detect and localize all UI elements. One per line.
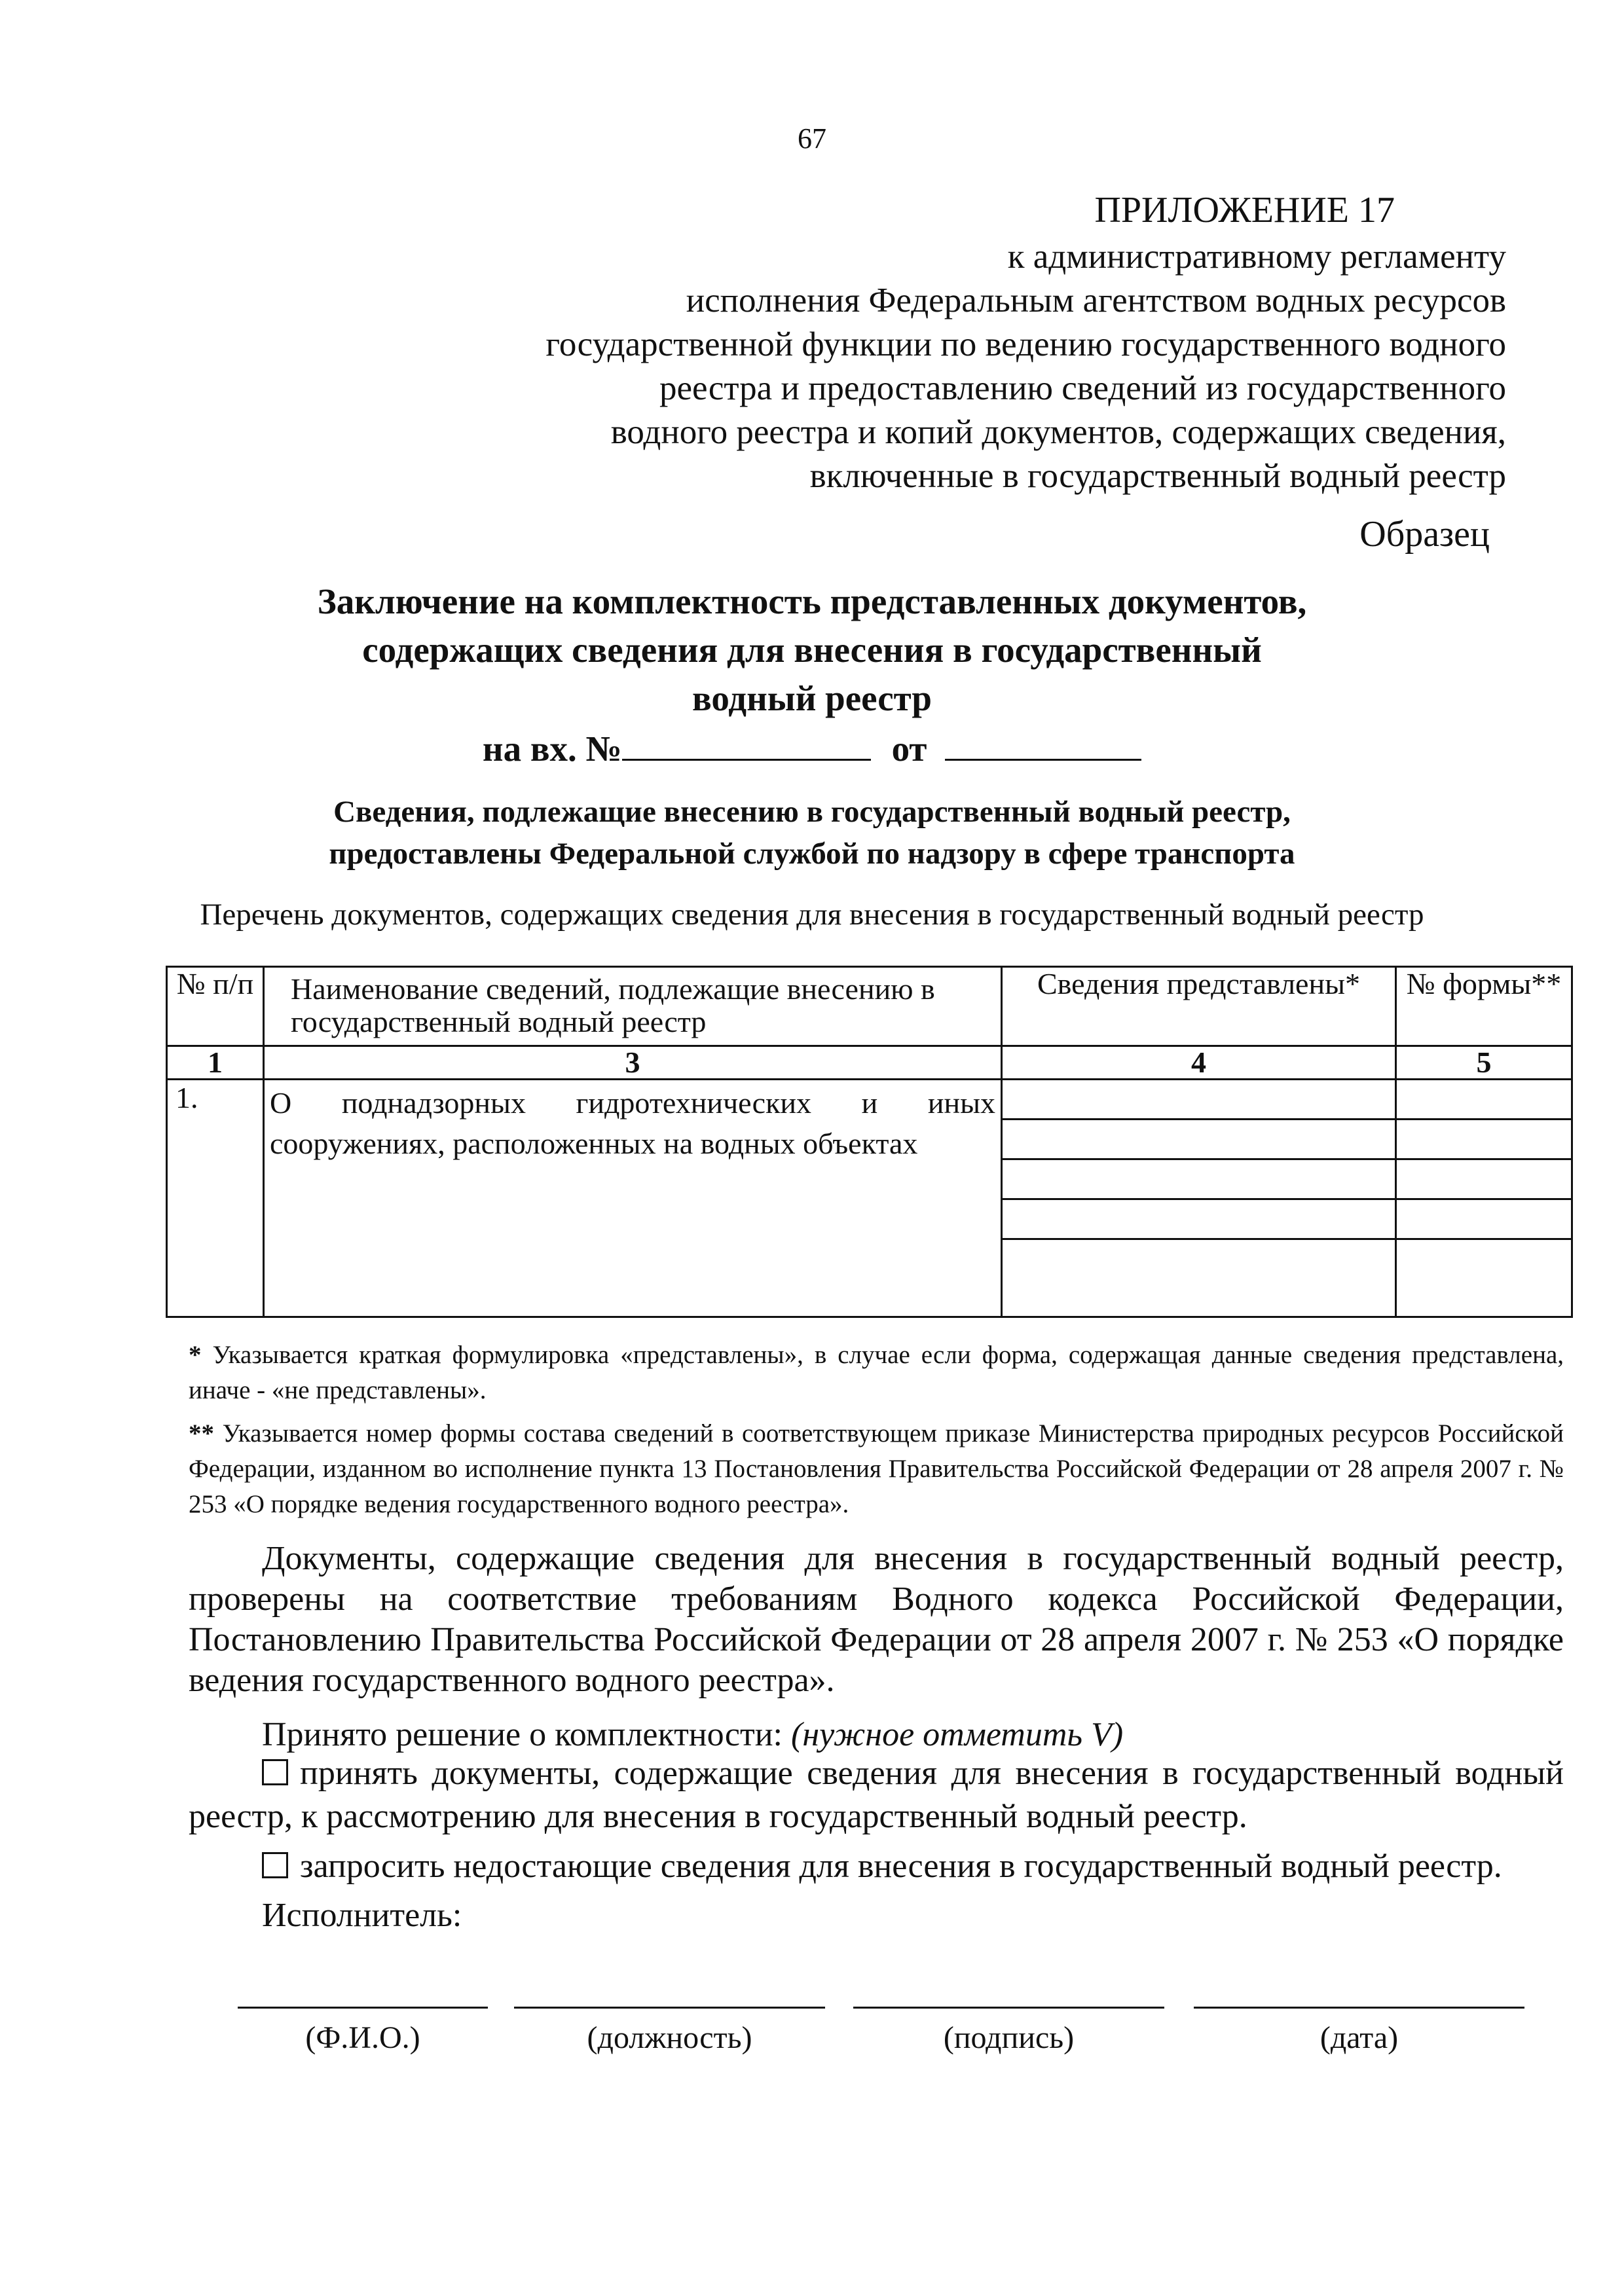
incoming-date-field[interactable]: [945, 730, 1141, 761]
column-number: 4: [1002, 1046, 1396, 1080]
signature-label: (подпись): [943, 2020, 1075, 2055]
verification-paragraph: Документы, содержащие сведения для внесения в государственный водный реестр, проверены на соответствие требованиям Водного кодекса Российской Федерации, Постановлению Правительства Российской Федерации от 28 апреля 2007 г. № 253 «О порядке ведения государственного водного реестра».: [189, 1540, 1564, 1699]
header-submitted: Сведения представлены*: [1002, 967, 1396, 1046]
title-line: водный реестр: [692, 678, 932, 718]
incoming-number-field[interactable]: [622, 730, 871, 761]
row-name: О поднадзорных гидротехнических и иных сооружениях, расположенных на водных объектах: [264, 1080, 1002, 1317]
doc-list-heading: Перечень документов, содержащих сведения для внесения в государственный водный реестр: [200, 898, 1424, 932]
position-label: (должность): [587, 2020, 752, 2055]
form-no-entry-slot[interactable]: [1397, 1080, 1571, 1120]
submitted-entry-slot[interactable]: [1003, 1160, 1395, 1200]
column-number: 3: [264, 1046, 1002, 1080]
executor-label: Исполнитель:: [262, 1897, 462, 1934]
footnote-2: [189, 1416, 1564, 1522]
sample-label: Образец: [1359, 514, 1490, 555]
info-line: предоставлены Федеральной службой по надзору в сфере транспорта: [329, 837, 1295, 871]
incoming-number-line: [0, 728, 1624, 769]
footnote-mark: **: [189, 1419, 214, 1448]
footnote-text: Указывается номер формы состава сведений в соответствующем приказе Министерства природных ресурсов Российской Федерации, изданном во исполнение пункта 13 Постановления Правительства Российской Федерации от 28 апреля 2007 г. № 253 «О порядке ведения государственного водного реестра».: [189, 1419, 1564, 1518]
appendix-line: государственной функции по ведению государственного водного: [545, 325, 1506, 363]
info-line: Сведения, подлежащие внесению в государственный водный реестр,: [333, 795, 1291, 829]
option-request-label: запросить недостающие сведения для внесения в государственный водный реестр.: [300, 1848, 1502, 1885]
title-line: Заключение на комплектность представленных документов,: [317, 581, 1307, 621]
option-accept-label: принять документы, содержащие сведения для внесения в государственный водный реестр, к рассмотрению для внесения в государственный водный реестр.: [189, 1755, 1564, 1835]
option-accept: [189, 1752, 1564, 1838]
submitted-entry-slot[interactable]: [1003, 1080, 1395, 1120]
appendix-line: к административному регламенту: [1007, 238, 1506, 276]
date-label: (дата): [1320, 2020, 1399, 2055]
signature-signature-line[interactable]: [853, 2007, 1164, 2009]
incoming-prefix: на вх. №: [482, 729, 622, 769]
fio-label: (Ф.И.О.): [305, 2020, 420, 2055]
header-form-no: № формы**: [1396, 967, 1572, 1046]
date-signature-line[interactable]: [1194, 2007, 1524, 2009]
footnote-mark: *: [189, 1341, 202, 1369]
form-no-entry-slot[interactable]: [1397, 1240, 1571, 1278]
decision-heading: [262, 1715, 1565, 1754]
document-title: [0, 577, 1624, 723]
footnote-text: Указывается краткая формулировка «представлены», в случае если форма, содержащая данные сведения представлена, иначе - «не представлены».: [189, 1341, 1564, 1404]
documents-table: [166, 966, 1573, 1318]
request-checkbox[interactable]: [262, 1852, 288, 1878]
appendix-line: включенные в государственный водный реестр: [809, 457, 1506, 495]
table-row: [167, 1080, 1572, 1317]
row-number: 1.: [167, 1080, 264, 1317]
header-no: № п/п: [167, 967, 264, 1046]
submitter-info: [0, 791, 1624, 875]
appendix-line: водного реестра и копий документов, содержащих сведения,: [610, 413, 1506, 451]
page-number: 67: [798, 122, 826, 155]
table-header-row: [167, 967, 1572, 1046]
submitted-entry-slot[interactable]: [1003, 1200, 1395, 1240]
appendix-header: [393, 189, 1506, 498]
form-no-entry-slot[interactable]: [1397, 1200, 1571, 1240]
form-no-entry-slot[interactable]: [1397, 1120, 1571, 1160]
title-line: содержащих сведения для внесения в государственный: [362, 630, 1262, 670]
column-number: 5: [1396, 1046, 1572, 1080]
option-request: [262, 1845, 1565, 1888]
submitted-entry-slot[interactable]: [1003, 1240, 1395, 1278]
decision-label: Принято решение о комплектности:: [262, 1716, 783, 1753]
appendix-line: реестра и предоставлению сведений из государственного: [659, 369, 1506, 407]
submitted-cell: [1002, 1080, 1396, 1317]
fio-signature-line[interactable]: [238, 2007, 488, 2009]
appendix-line: исполнения Федеральным агентством водных ресурсов: [686, 282, 1506, 319]
header-name: Наименование сведений, подлежащие внесению в государственный водный реестр: [264, 967, 1002, 1046]
form-no-cell: [1396, 1080, 1572, 1317]
decision-hint: (нужное отметить V): [791, 1716, 1124, 1753]
appendix-title: ПРИЛОЖЕНИЕ 17: [1094, 190, 1395, 230]
column-number: 1: [167, 1046, 264, 1080]
submitted-entry-slot[interactable]: [1003, 1120, 1395, 1160]
position-signature-line[interactable]: [514, 2007, 825, 2009]
column-number-row: [167, 1046, 1572, 1080]
incoming-from-label: от: [891, 729, 927, 769]
footnote-1: [189, 1338, 1564, 1408]
accept-checkbox[interactable]: [262, 1759, 288, 1785]
form-no-entry-slot[interactable]: [1397, 1160, 1571, 1200]
